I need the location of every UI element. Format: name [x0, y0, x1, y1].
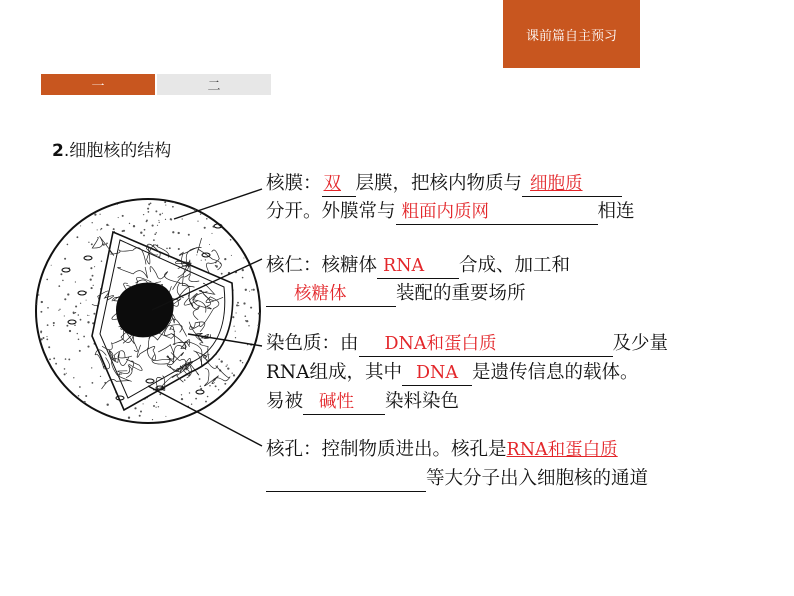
membrane-line-1: 核膜： 双 层膜，把核内物质与 细胞质 [266, 171, 622, 197]
pore-line-2: 等大分子出入细胞核的通道 [266, 466, 648, 492]
membrane-line-2: 分开。外膜常与 粗面内质网 相连 [266, 199, 635, 225]
nucleolus-line-1: 核仁：核糖体 RNA 合成、加工和 [266, 253, 570, 279]
chromatin-line-1: 染色质：由 DNA和蛋白质 及少量 [266, 331, 668, 357]
pointer-membrane [174, 189, 262, 219]
tab-2[interactable]: 二 [157, 74, 271, 95]
chromatin-line-2: RNA组成，其中 DNA 是遗传信息的载体。 [266, 360, 639, 386]
pore-line-1: 核孔：控制物质进出。核孔是RNA和蛋白质 [266, 439, 618, 460]
header-badge: 课前篇自主预习 [503, 0, 640, 68]
section-title: 2.细胞核的结构 [52, 141, 172, 161]
tab-1[interactable]: 一 [41, 74, 155, 95]
chromatin-line-3: 易被 碱性 染料染色 [266, 389, 459, 415]
nucleolus-line-2: 核糖体 装配的重要场所 [266, 281, 526, 307]
